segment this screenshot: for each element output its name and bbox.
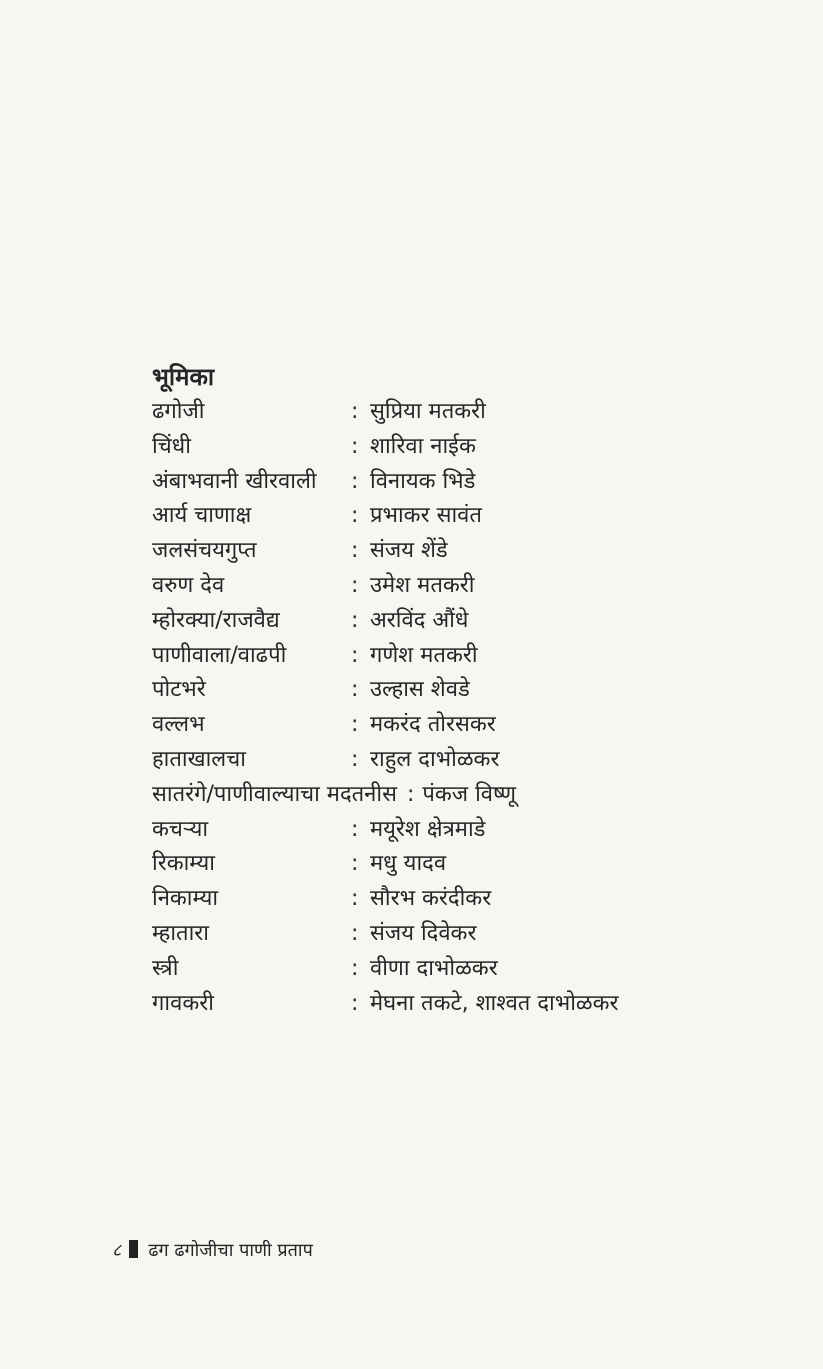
cast-row — [152, 743, 516, 778]
character-name: चिंधी — [152, 433, 191, 459]
cast-row — [152, 778, 516, 813]
actor-name: मयूरेश क्षेत्रमाडे — [370, 816, 486, 842]
cast-row — [152, 952, 516, 987]
cast-row — [152, 430, 516, 465]
cast-heading: भूमिका — [152, 363, 215, 391]
cast-row — [152, 882, 516, 917]
cast-row — [152, 604, 516, 639]
actor-name: संजय दिवेकर — [370, 920, 477, 946]
cast-row — [152, 813, 516, 848]
separator-colon: : — [351, 642, 359, 668]
character-name: रिकाम्या — [152, 851, 215, 877]
character-name: कचऱ्या — [152, 816, 209, 842]
separator-colon: : — [351, 572, 359, 598]
actor-name: उमेश मतकरी — [370, 572, 475, 598]
cast-list — [152, 395, 619, 1021]
separator-colon: : — [351, 920, 359, 946]
actor-name: विनायक भिडे — [370, 468, 476, 494]
page-number: ८ — [112, 1240, 122, 1261]
actor-name: उल्हास शेवडे — [370, 677, 470, 703]
separator-colon: : — [351, 607, 359, 633]
character-name: हाताखालचा — [152, 746, 246, 772]
cast-row — [152, 534, 516, 569]
cast-row — [152, 639, 516, 674]
actor-name: वीणा दाभोळकर — [370, 955, 498, 981]
separator-colon: : — [351, 677, 359, 703]
character-name: सातरंगे/पाणीवाल्याचा मदतनीस — [152, 781, 397, 807]
actor-name: पंकज विष्णू — [422, 781, 517, 807]
cast-row — [152, 465, 516, 500]
character-name: म्होरक्या/राजवैद्य — [152, 607, 280, 633]
actor-name: शारिवा नाईक — [370, 433, 476, 459]
actor-name: सुप्रिया मतकरी — [370, 399, 486, 424]
separator-colon: : — [351, 399, 359, 424]
cast-row — [152, 917, 516, 952]
separator-colon: : — [351, 955, 359, 981]
character-name: जलसंचयगुप्त — [152, 538, 257, 564]
separator-colon: : — [351, 746, 359, 772]
character-name: वरुण देव — [152, 572, 225, 598]
cast-row — [152, 847, 516, 882]
character-name: निकाम्या — [152, 886, 219, 912]
cast-row — [152, 673, 516, 708]
book-title: ढग ढगोजीचा पाणी प्रताप — [148, 1240, 313, 1261]
actor-name: राहुल दाभोळकर — [370, 746, 500, 772]
separator-colon: : — [351, 468, 359, 494]
separator-colon: : — [351, 886, 359, 912]
character-name: स्त्री — [152, 955, 179, 981]
cast-row — [152, 569, 516, 604]
cast-row — [152, 708, 516, 743]
character-name: आर्य चाणाक्ष — [152, 503, 252, 529]
character-name: ढगोजी — [152, 399, 205, 424]
separator-colon: : — [351, 433, 359, 459]
actor-name: सौरभ करंदीकर — [370, 886, 492, 912]
character-name: पाणीवाला/वाढपी — [152, 642, 287, 668]
actor-name: संजय शेंडे — [370, 538, 448, 564]
footer-bar-ornament — [129, 1240, 138, 1258]
cast-row — [152, 987, 619, 1022]
separator-colon: : — [351, 503, 359, 529]
actor-name: प्रभाकर सावंत — [370, 503, 482, 529]
character-name: म्हातारा — [152, 920, 209, 946]
actor-name: मकरंद तोरसकर — [370, 712, 496, 738]
character-name: वल्लभ — [152, 712, 205, 738]
separator-colon: : — [351, 538, 359, 564]
separator-colon: : — [351, 816, 359, 842]
actor-name: मेघना तकटे, शाश्वत दाभोळकर — [370, 990, 619, 1016]
separator-colon: : — [406, 781, 415, 807]
actor-name: मधु यादव — [370, 851, 447, 877]
separator-colon: : — [351, 851, 359, 877]
separator-colon: : — [351, 712, 359, 738]
page-footer — [112, 1236, 313, 1266]
actor-name: अरविंद औंधे — [370, 607, 469, 633]
character-name: गावकरी — [152, 990, 214, 1016]
character-name: पोटभरे — [152, 677, 206, 703]
character-name: अंबाभवानी खीरवाली — [152, 468, 317, 494]
actor-name: गणेश मतकरी — [370, 642, 478, 668]
separator-colon: : — [351, 990, 359, 1016]
cast-row — [152, 395, 516, 430]
cast-row — [152, 499, 516, 534]
